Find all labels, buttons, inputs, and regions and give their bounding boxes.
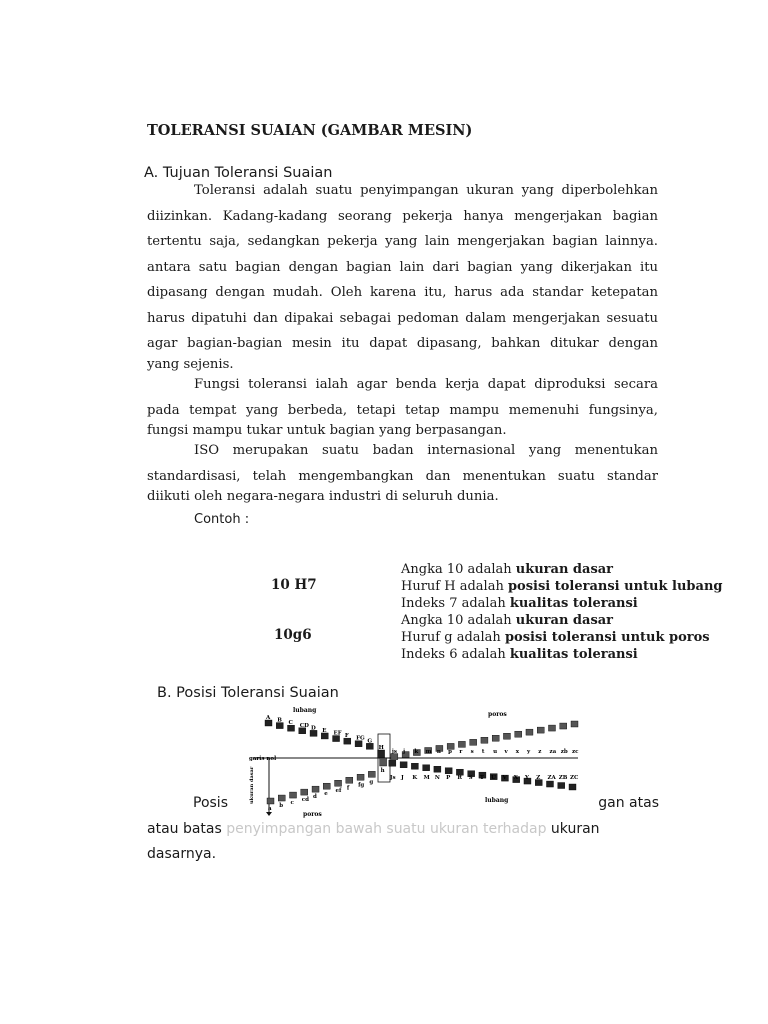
shaft-letter: n (436, 749, 441, 755)
shaft-bar (470, 739, 477, 745)
hole-bar (389, 760, 396, 766)
example-prefix: Huruf g adalah (401, 630, 505, 645)
hole-letter: P (446, 775, 451, 781)
hole-letter: R (457, 775, 462, 781)
shaft-bar (492, 735, 499, 741)
hole-bar (411, 763, 418, 769)
garis-nol-label: garis nol (249, 756, 277, 762)
lubang-top-label: lubang (293, 707, 317, 714)
hole-bar (434, 766, 441, 772)
section-b-line-2 (147, 815, 659, 843)
line-start: atau batas (147, 821, 222, 837)
shaft-letter: t (481, 749, 485, 755)
section-b-line-3 (147, 840, 659, 868)
example-bold: posisi toleransi untuk lubang (507, 579, 723, 594)
hole-bar (445, 768, 452, 774)
hole-letter: ZB (558, 775, 568, 781)
shaft-bar (278, 795, 285, 801)
example-line (401, 646, 723, 663)
example-code-10g6: 10g6 (274, 627, 312, 643)
shaft-letter: za (549, 749, 557, 755)
hole-letter: N (434, 775, 440, 781)
text-line: Fungsi toleransi ialah agar benda kerja dapat diproduksi secara (194, 377, 658, 392)
hole-letter: U (491, 775, 496, 781)
example-bold: posisi toleransi untuk poros (504, 630, 710, 645)
shaft-letter: r (459, 749, 463, 755)
hole-letter: B (277, 717, 282, 724)
example-bold: ukuran dasar (515, 562, 614, 577)
shaft-letter: v (504, 749, 508, 755)
shaft-letter: zc (572, 749, 579, 755)
text-line: agar bagian-bagian mesin itu dapat dipasang, bahkan ditukar dengan (147, 336, 658, 351)
text-line: tertentu saja, sedangkan pekerja yang lain mengerjakan bagian lainnya. (147, 234, 658, 249)
hole-letter: J (401, 775, 404, 781)
shaft-letter: m (425, 749, 432, 755)
shaft-bar (481, 737, 488, 743)
shaft-bar (503, 733, 510, 739)
paragraph-2 (147, 372, 658, 438)
text-line: Toleransi adalah suatu penyimpangan ukuran yang diperbolehkan (194, 183, 658, 198)
example-line (401, 561, 723, 578)
shaft-bar (335, 780, 342, 786)
ukuran-dasar-label: ukuran dasar (249, 766, 255, 804)
text-line: yang sejenis. (147, 356, 234, 372)
example-bold: kualitas toleransi (509, 647, 638, 662)
shaft-bar (548, 725, 555, 731)
text-line: fungsi mampu tukar untuk bagian yang berpasangan. (147, 423, 507, 438)
shaft-bar (267, 798, 274, 804)
text-line: standardisasi, telah mengembangkan dan menentukan suatu standar (147, 468, 658, 484)
hole-letter: Y (524, 775, 529, 781)
example-prefix: Angka 10 adalah (401, 613, 516, 628)
hole-bar (569, 784, 576, 790)
hole-letter: G (367, 738, 373, 745)
line-end: gan atas (598, 795, 659, 811)
shaft-bar (323, 783, 330, 789)
hole-letter: F (344, 733, 349, 740)
text-line: pada tempat yang berbeda, tetapi tetap mampu memenuhi fungsinya, (147, 402, 658, 418)
text-line: harus dipatuhi dan dipakai sebagai pedoman dalam mengerjakan sesuatu (147, 310, 658, 326)
hole-letter: Js (389, 775, 396, 781)
shaft-letter: x (515, 749, 519, 755)
shaft-letter: zb (560, 749, 568, 755)
shaft-letter: f (346, 785, 350, 792)
shaft-letter: z (538, 749, 542, 755)
shaft-bar (515, 731, 522, 737)
hole-letter: D (311, 725, 316, 732)
hole-letter: ZC (570, 775, 579, 781)
text-line: ISO merupakan suatu badan internasional yang menentukan (194, 443, 658, 458)
shaft-bar (346, 777, 353, 783)
text-line: dipasang dengan mudah. Oleh karena itu, harus ada standar ketepatan (147, 285, 658, 300)
example-code-10h7: 10 H7 (271, 577, 317, 593)
poros-bottom-label: poros (303, 811, 322, 818)
hole-bar (558, 783, 565, 789)
line-end: ukuran (546, 821, 600, 837)
hole-letter: C (288, 720, 293, 727)
lubang-bottom-label: lubang (485, 797, 509, 804)
diagram-svg (233, 706, 590, 818)
line-hidden: penyimpangan bawah suatu ukuran (221, 821, 484, 837)
shaft-bar (290, 792, 297, 798)
hole-letter: Z (536, 775, 541, 781)
contoh-label: Contoh : (194, 512, 250, 527)
hole-letter: T (479, 775, 485, 781)
shaft-letter: cd (301, 797, 309, 804)
shaft-letter: b (279, 803, 284, 810)
shaft-letter: p (448, 749, 453, 755)
example-line (401, 629, 723, 646)
shaft-letter: d (313, 794, 317, 801)
shaft-bar (301, 789, 308, 795)
example-prefix: Indeks 6 adalah (401, 647, 510, 662)
diagram-bg (233, 706, 590, 818)
hole-letter: CD (299, 722, 309, 729)
hole-letter: H (378, 745, 384, 751)
hole-bar (400, 762, 407, 768)
example-line (401, 595, 723, 612)
text-line: diikuti oleh negara-negara industri di seluruh dunia. (147, 489, 499, 504)
example-prefix: Huruf H adalah (401, 579, 508, 594)
shaft-bar (357, 774, 364, 780)
hole-letter: M (423, 775, 430, 781)
shaft-bar (380, 758, 387, 766)
shaft-letter: ef (335, 788, 342, 795)
shaft-bar (560, 723, 567, 729)
shaft-letter: a (268, 806, 272, 812)
hole-letter: ZA (547, 775, 556, 781)
paragraph-1 (147, 178, 658, 372)
hole-bar (423, 765, 430, 771)
hole-letter: K (412, 775, 418, 781)
line-faint: terhadap (483, 821, 547, 837)
shaft-letter: g (369, 779, 374, 786)
paragraph-3 (147, 438, 658, 504)
hole-letter: FG (356, 735, 365, 742)
example-bold: ukuran dasar (515, 613, 614, 628)
example-line (401, 612, 723, 629)
section-b-heading: B. Posisi Toleransi Suaian (157, 685, 339, 701)
shaft-bar (312, 786, 319, 792)
shaft-bar (368, 771, 375, 777)
shaft-letter: fg (358, 782, 365, 789)
hole-letter: X (513, 775, 518, 781)
hole-bar (546, 781, 553, 787)
example-prefix: Angka 10 adalah (401, 562, 516, 577)
hole-letter: V (502, 775, 507, 781)
shaft-bar (526, 729, 533, 735)
shaft-letter: u (493, 749, 498, 755)
shaft-letter: js (391, 749, 397, 755)
shaft-letter: c (290, 800, 294, 807)
shaft-letter: h (380, 768, 385, 774)
hole-letter: A (266, 715, 271, 721)
example-1-lines (401, 561, 723, 663)
page-title: TOLERANSI SUAIAN (GAMBAR MESIN) (147, 122, 473, 139)
tolerance-position-diagram (233, 706, 590, 818)
hole-letter: E (322, 727, 327, 734)
shaft-bar (537, 727, 544, 733)
shaft-bar (571, 721, 578, 727)
shaft-letter: k (414, 749, 419, 755)
example-bold: kualitas toleransi (509, 596, 638, 611)
example-prefix: Indeks 7 adalah (401, 596, 510, 611)
shaft-bar (458, 741, 465, 747)
hole-letter: EF (333, 730, 342, 737)
shaft-letter: s (470, 749, 474, 755)
text-line: diizinkan. Kadang-kadang seorang pekerja hanya mengerjakan bagian (147, 208, 658, 224)
line-start: Posis (193, 795, 228, 811)
shaft-letter: j (403, 749, 406, 755)
poros-top-label: poros (488, 711, 507, 718)
section-a-heading: A. Tujuan Toleransi Suaian (144, 165, 333, 181)
text-line: antara satu bagian dengan bagian lain dari bagian yang dikerjakan itu (147, 259, 658, 275)
line-start: dasarnya. (147, 846, 217, 862)
shaft-letter: y (526, 749, 531, 755)
hole-bar (378, 750, 385, 758)
shaft-letter: e (324, 791, 328, 798)
example-line (401, 578, 723, 595)
hole-letter: S (468, 775, 473, 781)
